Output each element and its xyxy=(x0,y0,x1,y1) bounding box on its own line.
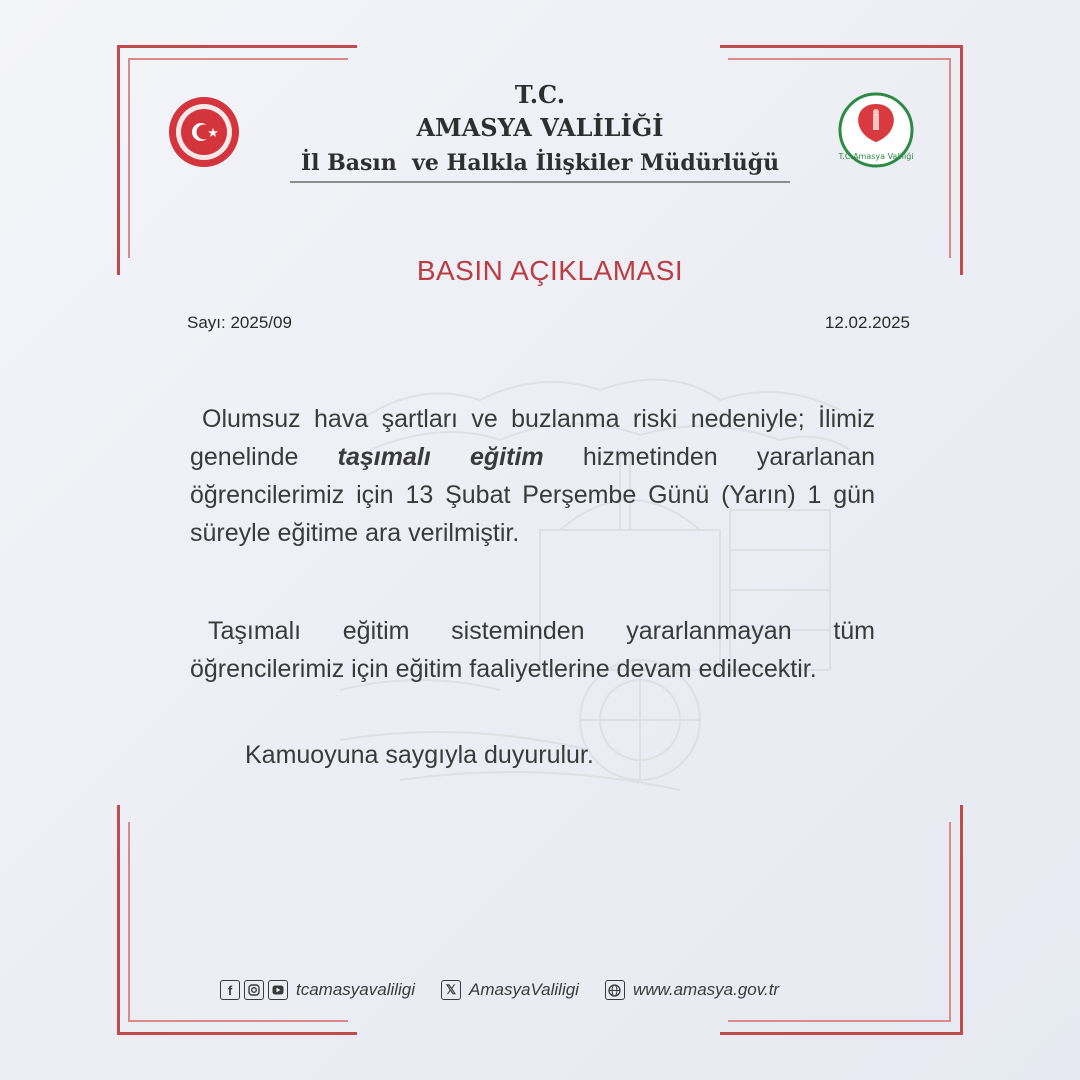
website-link[interactable]: www.amasya.gov.tr xyxy=(632,980,780,999)
frame-top-left xyxy=(117,45,357,48)
frame-bottom-right xyxy=(720,1032,963,1035)
facebook-icon[interactable]: f xyxy=(220,980,240,1000)
frame-inner-right-bottom xyxy=(949,822,951,1022)
frame-inner-right-top xyxy=(949,58,951,258)
paragraph-1-emphasis: taşımalı eğitim xyxy=(337,443,544,471)
frame-inner-top-right xyxy=(728,58,950,60)
amasya-governorship-logo xyxy=(838,92,914,168)
turkish-ministry-seal-icon xyxy=(167,95,241,169)
frame-top-right xyxy=(720,45,963,48)
header-divider xyxy=(290,181,790,183)
header-subtitle: İl Basın ve Halkla İlişkiler Müdürlüğü xyxy=(300,150,780,176)
social-handle[interactable]: tcamasyavaliligi xyxy=(296,980,416,999)
frame-inner-top-left xyxy=(128,58,348,60)
frame-inner-bottom-left xyxy=(128,1020,348,1022)
frame-left-bottom xyxy=(117,805,120,1035)
document-date: 12.02.2025 xyxy=(824,313,910,332)
frame-right-top xyxy=(960,45,963,275)
frame-inner-bottom-right xyxy=(728,1020,950,1022)
paragraph-1 xyxy=(190,400,875,552)
document-number: Sayı: 2025/09 xyxy=(187,313,292,332)
footer-contacts xyxy=(220,976,779,1004)
frame-inner-left-bottom xyxy=(128,822,130,1022)
closing-line: Kamuoyuna saygıyla duyurulur. xyxy=(245,741,594,769)
frame-right-bottom xyxy=(960,805,963,1035)
frame-bottom-left xyxy=(117,1032,357,1035)
x-icon[interactable]: 𝕏 xyxy=(441,980,461,1000)
paragraph-1-start: Olumsuz hava şartları ve buzlanma riski nedeniyle; İlimiz genelinde xyxy=(190,405,875,471)
youtube-icon[interactable] xyxy=(268,980,288,1000)
document-type-title: BASIN AÇIKLAMASI xyxy=(416,255,684,286)
instagram-icon[interactable] xyxy=(244,980,264,1000)
globe-icon[interactable] xyxy=(605,980,625,1000)
paragraph-2: Taşımalı eğitim sisteminden yararlanmayan tüm öğrencilerimiz için eğitim faaliyetlerine devam edilecektir. xyxy=(190,617,875,683)
x-handle[interactable]: AmasyaValiligi xyxy=(469,980,579,999)
paragraph-1-end: hizmetinden yararlanan öğrencilerimiz için 13 Şubat Perşembe Günü (Yarın) 1 gün süreyle eğitime ara verilmiştir. xyxy=(190,443,876,547)
header-title: AMASYA VALİLİĞİ xyxy=(416,113,664,142)
frame-inner-left-top xyxy=(128,58,130,258)
city-logo-text: T.C.Amasya Valiliği xyxy=(838,152,914,161)
frame-left-top xyxy=(117,45,120,275)
header-tc: T.C. xyxy=(514,80,566,109)
